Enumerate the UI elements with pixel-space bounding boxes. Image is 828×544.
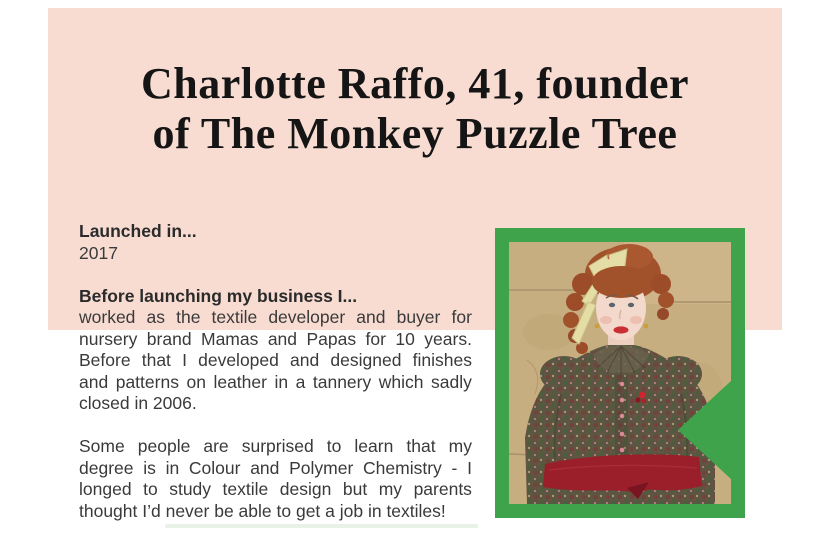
section-heading: Before launching my business I...	[79, 285, 358, 306]
photo-frame	[495, 228, 745, 518]
article-text	[79, 221, 472, 544]
page-title	[48, 59, 782, 159]
section-body: Some people are surprised to learn that my degree is in Colour and Polymer Chemistry - I longed to study textile design but my parents thought I’d never be able to get a job in textiles!	[79, 436, 472, 521]
section-some-people	[79, 436, 472, 522]
frame-notch-icon	[495, 228, 745, 518]
page-title-line-1: Charlotte Raffo, 41, founder	[140, 59, 690, 108]
footer-peek	[165, 524, 478, 528]
section-body: worked as the textile developer and buyer for nursery brand Mamas and Papas for 10 years. Before that I developed and designed finishes and patterns on leather in a tannery which sadly closed in 2006.	[79, 307, 472, 413]
section-heading: Launched in...	[79, 221, 197, 241]
section-launched-in	[79, 221, 472, 264]
section-body: 2017	[79, 242, 118, 263]
page-title-line-2: of The Monkey Puzzle Tree	[152, 109, 678, 158]
section-before-launching	[79, 286, 472, 415]
